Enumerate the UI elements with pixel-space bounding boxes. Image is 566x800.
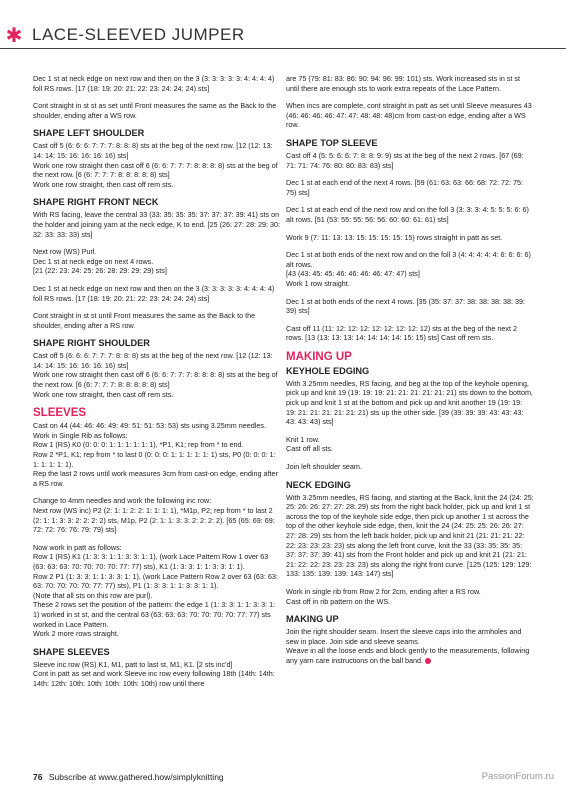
instruction-paragraph: Dec 1 st at neck edge on next row and then on the 3 (3: 3: 3: 3: 3: 4: 4: 4: 4) foll RS rows. [17 (18: 19: 20: 21: 22: 23: 24: 24: 24) sts] [33, 74, 275, 93]
instruction-paragraph: [21 (22: 23: 24: 25: 26: 28: 29: 29: 29) sts] [33, 266, 167, 276]
subsection-heading: NECK EDGING [286, 479, 351, 490]
instruction-paragraph: With RS facing, leave the central 33 (33: 35: 35: 35: 37: 37: 37: 39: 41) sts on the holder and joining yarn at the neck edge, K to end. [25 (26: 27: 28: 29: 30: 32: 33: 33: 33) sts] [33, 210, 280, 239]
instruction-paragraph: Cast off 5 (6: 6: 6: 7: 7: 7: 8: 8: 8) sts at the beg of the next row. [12 (12: 13: 14: 14: 15: 16: 16: 16: 16) sts] [33, 351, 273, 370]
header-divider [0, 48, 566, 49]
instruction-paragraph: Work in Single Rib as follows: [33, 430, 128, 440]
instruction-paragraph: are 75 (79: 81: 83: 86: 90: 94: 96: 99: 101) sts. Work increased sts in st st until there are enough sts to work extra repeats of the Lace Pattern. [286, 74, 520, 93]
page-number: 76 [33, 772, 43, 782]
instruction-paragraph: Weave in all the loose ends and block gently to the measurements, following any yarn care instructions on the ball band. [286, 646, 530, 665]
instruction-paragraph: Dec 1 st at both ends of the next row and on the foll 3 (4: 4: 4: 4: 4: 6: 6: 6: 6) alt rows. [286, 250, 531, 269]
instruction-paragraph: These 2 rows set the position of the pattern: the edge 1 (1: 3: 3: 1: 1: 3: 3: 1: 1) worked in st st, and the central 63 (63: 63: 63: 70: 70: 70: 70: 77: 77) sts worked in Lace Pattern. [33, 600, 276, 629]
subsection-heading: SHAPE TOP SLEEVE [286, 137, 378, 148]
instruction-paragraph: Cont straight in st st as set until Front measures the same as the Back to the shoulder, ending after a WS row. [33, 101, 277, 120]
instruction-paragraph: Work one row straight then cast off 6 (6: 6: 7: 7: 7: 8: 8: 8: 8) sts at the beg of the next row. [6 (6: 7: 7: 7: 8: 8: 8: 8: 8) sts] [33, 370, 278, 390]
end-dot-icon [425, 658, 431, 664]
instruction-paragraph: Row 1 (RS) K0 (0: 0: 0: 1: 1: 1: 1: 1: 1), *P1, K1; rep from * to end. [33, 440, 244, 450]
page-footer [33, 772, 224, 782]
instruction-paragraph: Cast off in rib pattern on the WS. [286, 596, 391, 606]
subsection-heading: SHAPE SLEEVES [33, 646, 110, 657]
instruction-paragraph: Next row (WS) Purl. [33, 247, 97, 257]
instruction-paragraph: Now work in patt as follows: [33, 542, 122, 552]
instruction-paragraph: Rep the last 2 rows until work measures 3cm from cast-on edge, ending after a RS row. [33, 469, 278, 488]
instruction-paragraph: Dec 1 st at each end of the next 4 rows. [59 (61: 63: 63: 66: 68: 72: 72: 75: 75) sts] [286, 178, 523, 197]
instruction-paragraph: With 3.25mm needles, RS facing, and beg at the top of the keyhole opening, pick up and knit 19 (19: 19: 19: 21: 21: 21: 21: 21: 21) sts down to the bottom, pick up and knit 1 st at the bottom and pick up and knit another 19 (19: 19: 19: 21: 21: 21: 21: 21: 21) sts up the other side. [39 (39: 39: 39: 43: 43: 43: 43: 43: 43) sts] [286, 378, 533, 427]
instruction-paragraph: Work one row straight then cast off 6 (6: 6: 7: 7: 7: 8: 8: 8: 8) sts at the beg of the next row. [6 (6: 7: 7: 7: 8: 8: 8: 8: 8) sts] [33, 160, 278, 180]
instruction-paragraph: Cast on 44 (44: 46: 46: 49: 49: 51: 51: 53: 53) sts using 3.25mm needles. [33, 421, 266, 431]
watermark: PassionForum.ru [481, 771, 554, 782]
instruction-paragraph: Row 2 P1 (1: 3: 3: 1: 1: 3: 3: 1: 1), (work Lace Pattern Row 2 over 63 (63: 63: 63: 70: 70: 70: 70: 77: 77) sts), P1 (1: 3: 3: 1: 1: 3: 3: 1: 1). [33, 571, 278, 591]
instruction-paragraph: Dec 1 st at neck edge on next row and then on the 3 (3: 3: 3: 3: 3: 4: 4: 4: 4) foll RS rows. [17 (18: 19: 20: 21: 22: 23: 24: 24: 24) sts] [33, 283, 275, 303]
instruction-paragraph: Dec 1 st at both ends of the next 4 rows. [35 (35: 37: 37: 38: 38: 38: 38: 39: 39) sts] [286, 296, 525, 316]
asterisk-icon: ✱ [5, 24, 23, 47]
subsection-heading: SHAPE LEFT SHOULDER [33, 128, 145, 139]
instruction-paragraph: Row 2 *P1, K1; rep from * to last 0 (0: 0: 0: 1: 1: 1: 1: 1: 1) sts, P0 (0: 0: 0: 1: 1: 1: 1: 1: 1). [33, 450, 276, 469]
instruction-paragraph: Knit 1 row. [286, 434, 320, 444]
instruction-paragraph: Cont in patt as set and work Sleeve inc row every following 18th (14th: 14th: 14th: 12th: 10th: 10th: 10th: 10th: 10th) row until there [33, 669, 275, 688]
subsection-heading: SHAPE RIGHT SHOULDER [33, 338, 150, 349]
section-heading: MAKING UP [286, 350, 352, 363]
right-column [286, 74, 534, 666]
left-column [33, 74, 281, 689]
instruction-paragraph: Sleeve inc row (RS) K1, M1, patt to last st, M1, K1. [2 sts inc'd] [33, 659, 233, 669]
instruction-paragraph: Work one row straight, then cast off rem sts. [33, 389, 174, 399]
instruction-paragraph: Join the right shoulder seam. Insert the sleeve caps into the armholes and sew in place. Join side and sleeve seams. [286, 627, 522, 646]
subscribe-text: Subscribe at www.gathered.how/simplyknitting [48, 772, 224, 782]
instruction-paragraph: Work in single rib from Row 2 for 2cm, ending after a RS row. [286, 586, 481, 596]
instruction-paragraph: Change to 4mm needles and work the following inc row: [33, 496, 212, 506]
page-header [0, 22, 566, 48]
subsection-heading: MAKING UP [286, 614, 339, 625]
instruction-paragraph: Cast off all sts. [286, 444, 334, 454]
instruction-paragraph: Cast off 5 (6: 6: 6: 7: 7: 7: 8: 8: 8) sts at the beg of the next row. [12 (12: 13: 14: 14: 15: 16: 16: 16: 16) sts] [33, 141, 273, 160]
instruction-paragraph: Cont straight in st st until Front measures the same as the Back to the shoulder, ending after a RS row. [33, 311, 256, 330]
instruction-paragraph: Cast off 11 (11: 12: 12: 12: 12: 12: 12: 12: 12) sts at the beg of the next 2 rows. [13 (13: 13: 13: 14: 14: 14: 14: 15: 15) sts] Cast off rem sts. [286, 323, 517, 343]
instruction-paragraph: Row 1 (RS) K1 (1: 3: 3: 1: 1: 3: 3: 1: 1), (work Lace Pattern Row 1 over 63 (63: 63: 63: 70: 70: 70: 70: 77: 77) sts), K1 (1: 3: 3: 1: 1: 3: 3: 1: 1). [33, 552, 269, 571]
instruction-paragraph: Join left shoulder seam. [286, 462, 362, 472]
instruction-paragraph: When incs are complete, cont straight in patt as set until Sleeve measures 43 (46: 46: 46: 46: 47: 47: 48: 48: 48)cm from cast-on edge, ending after a WS row. [286, 101, 532, 130]
instruction-paragraph: Work 9 (7: 11: 13: 13: 15: 15: 15: 15: 15) rows straight in patt as set. [286, 232, 503, 242]
instruction-paragraph: Next row (WS inc) P2 (2: 1: 1: 2: 2: 1: 1: 1: 1), *M1p, P2; rep from * to last 2 (2: 1: 1: 3: 3: 2: 2: 2: 2) sts, M1p, P2 (2: 1: 1: 3: 3: 2: 2: 2: 2). [65 (65: 69: 69: 72: 72: 76: 76: 79: 79) sts] [33, 506, 275, 535]
instruction-paragraph: Dec 1 st at each end of the next row and on the foll 3 (3: 3: 3: 4: 5: 5: 5: 6: 6) alt rows. [51 (53: 55: 55: 56: 56: 60: 60: 61: 61) sts] [286, 205, 529, 224]
instruction-paragraph: Work 1 row straight. [286, 278, 350, 288]
page-title: LACE-SLEEVED JUMPER [32, 25, 245, 44]
instruction-paragraph: [43 (43: 45: 45: 46: 46: 46: 46: 47: 47) sts] [286, 269, 420, 279]
subsection-heading: SHAPE RIGHT FRONT NECK [33, 197, 159, 208]
subsection-heading: KEYHOLE EDGING [286, 365, 370, 376]
instruction-paragraph: Cast off 4 (5: 5: 6: 6: 7: 8: 8: 9: 9) sts at the beg of the next 2 rows. [67 (69: 71: 71: 74: 76: 80: 80: 83: 83) sts] [286, 150, 524, 170]
instruction-paragraph: Work one row straight, then cast off rem sts. [33, 179, 174, 189]
instruction-paragraph: With 3.25mm needles, RS facing, and starting at the Back, knit the 24 (24: 25: 25: 26: 26: 27: 27: 28: 29) sts from the right back holder, pick up and knit 1 st across the top of the keyhole side edge, then pick up another 1 st across the top of the other keyhole side edge, then, knit the 24 (24: 25: 25: 26: 26: 27: 27: 28: 29) sts from the left back holder, pick up and knit 21 (21: 21: 21: 22: 22: 23: 23: 23: 23) sts along the left front curve, knit the 33 (33: 35: 35: 35: 37: 37: 37: 39: 41) sts from the Front holder and pick up and knit 21 (21: 21: 21: 22: 22: 23: 23: 23: 23) sts along the right front curve. [125 (125: 129: 129: 133: 135: 139: 139: 143: 147) sts] [286, 492, 534, 579]
instruction-paragraph: (Note that all sts on this row are purl). [33, 590, 153, 600]
section-heading: SLEEVES [33, 407, 87, 420]
instruction-paragraph: Dec 1 st at neck edge on next 4 rows. [33, 256, 154, 266]
instruction-paragraph: Work 2 more rows straight. [33, 629, 119, 639]
